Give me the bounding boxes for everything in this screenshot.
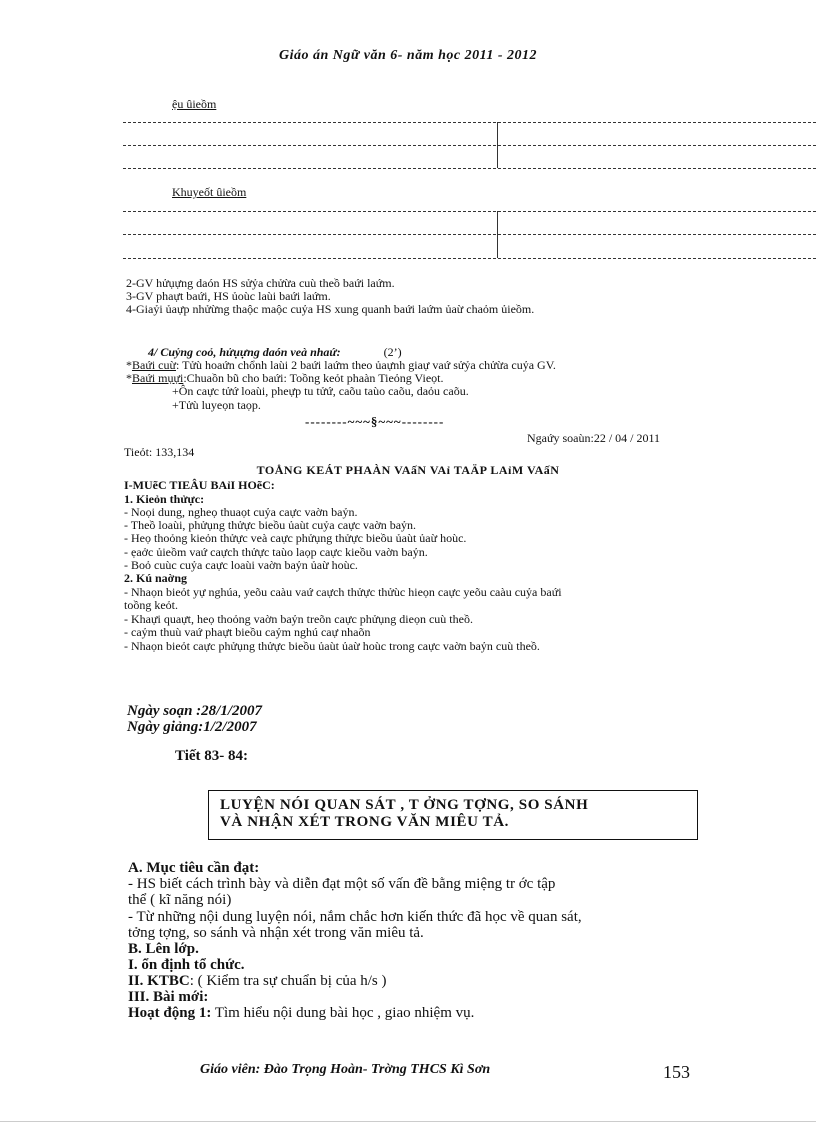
ii-label: II. KTBC [128, 973, 190, 989]
review-item: +Tửù luyeọn taọp. [172, 398, 261, 412]
lesson1-date: Ngaứy soaùn:22 / 04 / 2011 [527, 431, 661, 445]
ii-line [128, 973, 387, 989]
table-divider [497, 211, 498, 258]
activity-line [128, 1005, 474, 1021]
knowledge-item: - ẹaởc ủieồm vaứ caựch thửực taùo laọp caực kieồu vaờn baỷn. [124, 545, 428, 559]
page-number: 153 [663, 1062, 690, 1082]
old-lesson-label: Baứi cuừ [132, 358, 176, 372]
knowledge-heading: 1. Kieỏn thửực: [124, 492, 205, 506]
i-heading: I. ổn định tổ chức. [128, 957, 245, 973]
step-line: 4-Giaỷi ủaựp nhửừng thaộc maộc cuỷa HS xung quanh baứi laứm ủaừ chaỏm ủieồm. [126, 302, 535, 316]
knowledge-item: - Heọ thoỏng kieỏn thửực veà caực phửụng thửực bieồu ủaùt ủaừ hoùc. [124, 531, 467, 545]
table-divider [497, 122, 498, 168]
ii-text: : ( Kiểm tra sự chuẩn bị của h/s ) [189, 973, 387, 989]
step-line: 2-GV hửụựng daón HS sửỷa chửừa cuù theồ baứi laứm. [126, 276, 395, 290]
step-line: 3-GV phaựt baứi, HS ủoùc laùi baứi laứm. [126, 289, 331, 303]
goal-line: - Từ những nội dung luyện nói, nắm chắc hơn kiến thức đã học về quan sát, [128, 909, 582, 925]
table-rule [123, 211, 816, 212]
skills-item: - Nhaọn bieỏt caực phửụng thửực bieồu ủaùt ủaừ hoùc trong caực vaờn baỷn cuù theồ. [124, 639, 540, 653]
activity-label: Hoạt động 1: [128, 1005, 212, 1021]
page-footer: Giáo viên: Đào Trọng Hoàn- Trờng THCS Kì Sơn [200, 1062, 491, 1077]
skills-item: toồng keỏt. [124, 598, 178, 612]
table-rule [123, 234, 816, 235]
table-rule [123, 168, 816, 169]
strengths-label: ệu ûieồm [172, 97, 217, 111]
lesson1-period: Tieỏt: 133,134 [124, 445, 195, 459]
table-rule [123, 122, 816, 123]
skills-heading: 2. Kú naờng [124, 571, 187, 585]
new-lesson-label: Baứi mụựi [132, 371, 184, 385]
weaknesses-label: Khuyeốt ûieồm [172, 185, 247, 199]
old-lesson-line: *Baứi cuừ: Tửù hoaứn chổnh laùi 2 baứi laứm theo ủaựnh giaự vaứ sửỷa chửừa cuỷa GV. [126, 358, 556, 372]
b-heading: B. Lên lớp. [128, 941, 199, 957]
consolidation-title: 4/ Cuỷng coỏ, hửụựng daón veà nhaứ: [148, 345, 341, 359]
table-rule [123, 145, 816, 146]
skills-item: - caỷm thuù vaứ phaựt bieồu caỷm nghú caự nhaõn [124, 625, 371, 639]
table-rule [123, 258, 816, 259]
review-item: +Ôn caực tửứ loaùi, pheựp tu tửứ, caõu taùo caõu, daỏu caõu. [172, 384, 469, 398]
new-lesson-line: *Baứi mụựi:Chuaồn bũ cho baứi: Toồng keỏt phaàn Tieỏng Vieọt. [126, 371, 444, 385]
activity-text: Tìm hiểu nội dung bài học , giao nhiệm vụ. [211, 1005, 475, 1021]
lesson2-title-line2: VÀ NHẬN XÉT TRONG VĂN MIÊU TẢ. [220, 814, 510, 830]
goal-line: - HS biết cách trình bày và diễn đạt một số vấn đề bằng miệng tr ớc tập [128, 876, 556, 892]
teach-date: Ngày giảng:1/2/2007 [127, 719, 257, 735]
goals-heading: A. Mục tiêu cần đạt: [128, 860, 260, 876]
lesson2-title-line1: LUYỆN NÓI QUAN SÁT , T ỞNG TỢNG, SO SÁNH [220, 797, 589, 813]
goal-line: thể ( kĩ năng nói) [128, 892, 232, 908]
old-lesson-text: : Tửù hoaứn chổnh laùi 2 baứi laứm theo ủaựnh giaự vaứ sửỷa chửừa cuỷa GV. [176, 358, 556, 372]
knowledge-item: - Noọi dung, ngheọ thuaọt cuỷa caực vaờn baỷn. [124, 505, 358, 519]
ornament-divider: --------~~~§~~~-------- [305, 414, 445, 429]
skills-item: - Nhaọn bieỏt yự nghúa, yeõu caàu vaứ caựch thửực thửùc hieọn caực yeõu caàu cuỷa baứi [124, 585, 562, 599]
prep-date: Ngày soạn :28/1/2007 [127, 703, 262, 719]
lesson2-period: Tiết 83- 84: [175, 748, 249, 764]
lesson1-section: I-MUẽC TIEÂU BAỉI HOẽC: [124, 478, 275, 492]
knowledge-item: - Boỏ cuùc cuỷa caực loaùi vaờn baỷn ủaừ hoùc. [124, 558, 358, 572]
consolidation-time: (2’) [383, 345, 402, 359]
knowledge-item: - Theồ loaùi, phửụng thửực bieồu ủaùt cuỷa caực vaờn baỷn. [124, 518, 417, 532]
lesson2-title [220, 797, 588, 831]
new-lesson-text: :Chuaồn bũ cho baứi: Toồng keỏt phaàn Tieỏng Vieọt. [183, 371, 444, 385]
page-header: Giáo án Ngữ văn 6- năm học 2011 - 2012 [278, 48, 537, 63]
goal-line: tởng tợng, so sánh và nhận xét trong văn miêu tả. [128, 925, 424, 941]
iii-heading: III. Bài mới: [128, 989, 209, 1005]
skills-item: - Khaựi quaựt, heọ thoỏng vaờn baỷn treõn caực phửụng dieọn cuù theồ. [124, 612, 473, 626]
lesson1-title: TOÅNG KEÁT PHAÀN VAấN VAỉ TAÄP LAỉM VAấN [256, 463, 560, 477]
page-bottom-rule [0, 1121, 816, 1122]
